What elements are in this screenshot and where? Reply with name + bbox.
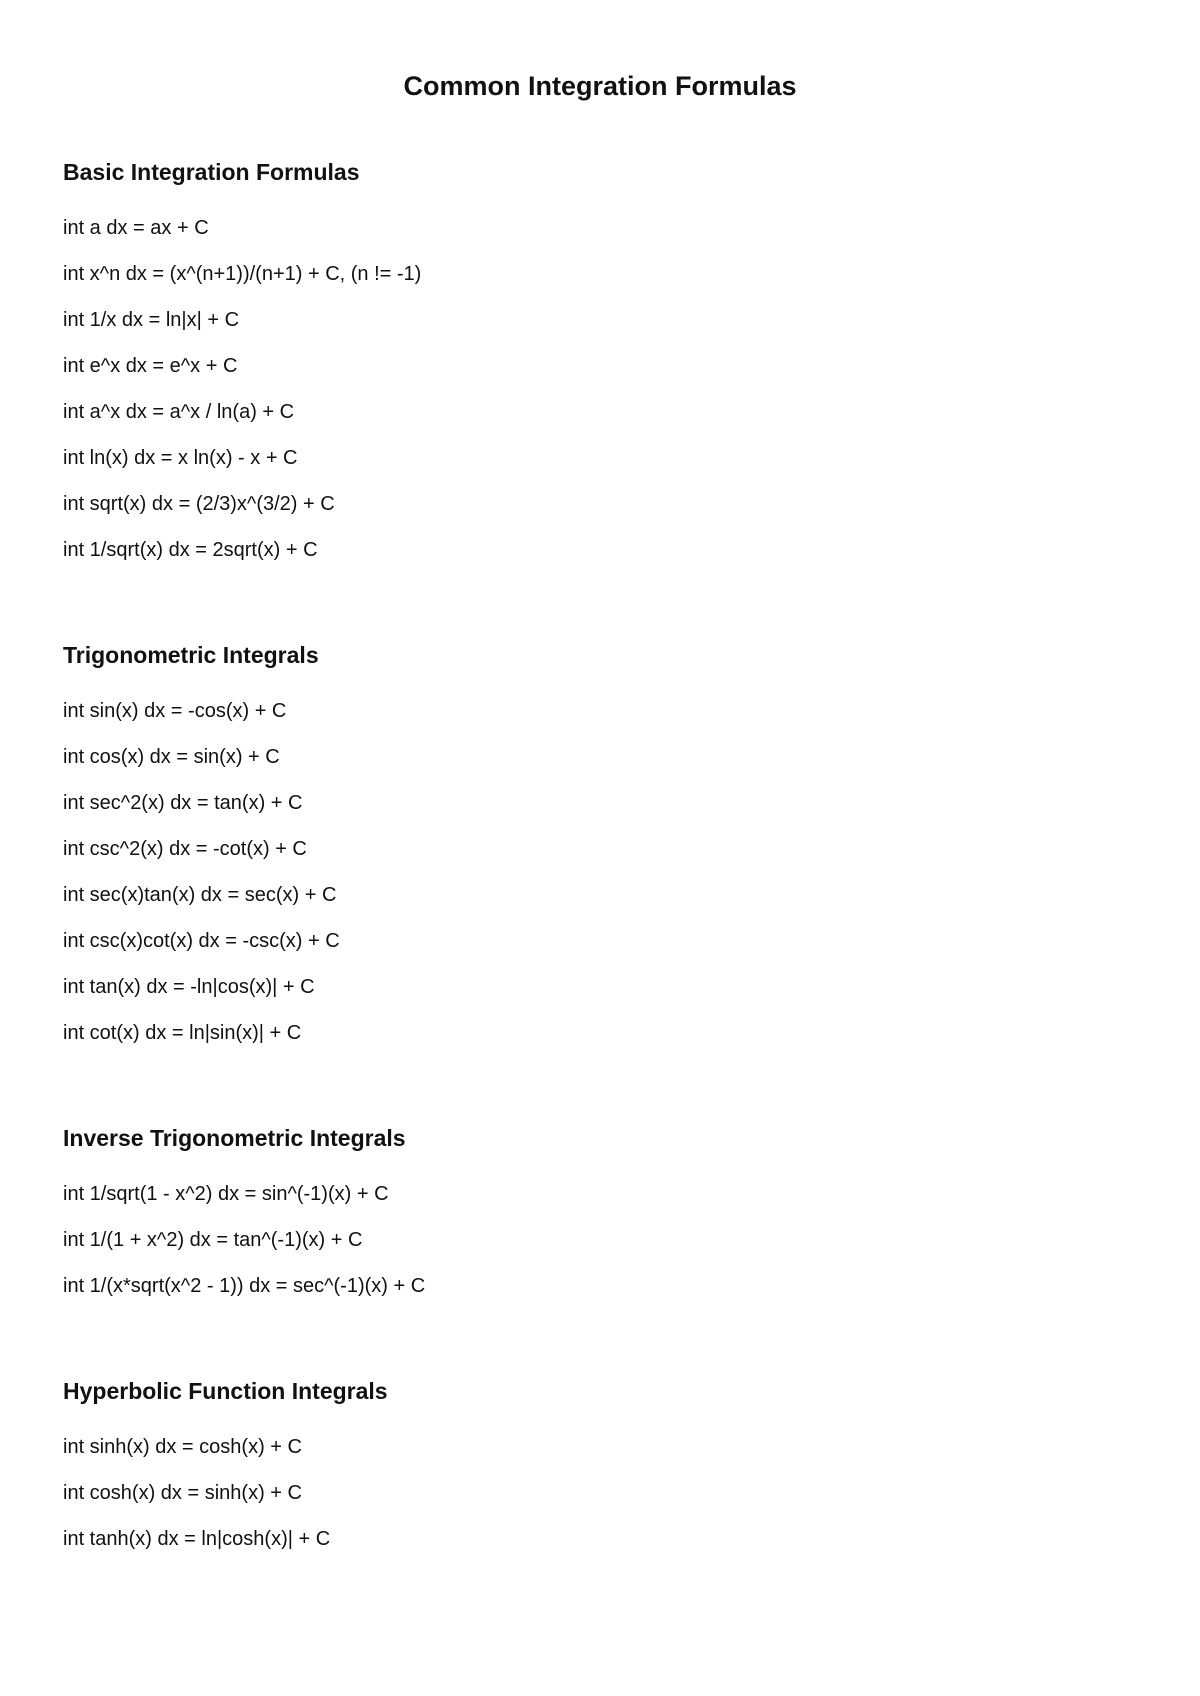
section-hyperbolic-function-integrals [63, 1377, 1143, 1573]
formula-line: int sec(x)tan(x) dx = sec(x) + C [63, 884, 337, 906]
section-inverse-trigonometric-integrals [63, 1124, 1143, 1320]
formula-line: int tanh(x) dx = ln|cosh(x)| + C [63, 1528, 331, 1550]
formula-line: int 1/(1 + x^2) dx = tan^(-1)(x) + C [63, 1229, 363, 1251]
formula-line: int sin(x) dx = -cos(x) + C [63, 700, 287, 722]
section-heading: Hyperbolic Function Integrals [63, 1378, 388, 1404]
formula-line: int 1/sqrt(x) dx = 2sqrt(x) + C [63, 539, 318, 561]
document-title: Common Integration Formulas [403, 71, 797, 101]
formula-line: int sqrt(x) dx = (2/3)x^(3/2) + C [63, 493, 335, 515]
formula-line: int 1/(x*sqrt(x^2 - 1)) dx = sec^(-1)(x) + C [63, 1275, 426, 1297]
formula-line: int tan(x) dx = -ln|cos(x)| + C [63, 976, 315, 998]
formula-line: int sinh(x) dx = cosh(x) + C [63, 1436, 302, 1458]
formula-line: int e^x dx = e^x + C [63, 355, 238, 377]
formula-line: int 1/x dx = ln|x| + C [63, 309, 240, 331]
formula-line: int 1/sqrt(1 - x^2) dx = sin^(-1)(x) + C [63, 1183, 389, 1205]
formula-line: int x^n dx = (x^(n+1))/(n+1) + C, (n != -1) [63, 263, 422, 285]
section-heading: Trigonometric Integrals [63, 642, 319, 668]
formula-line: int a dx = ax + C [63, 217, 209, 239]
formula-line: int cot(x) dx = ln|sin(x)| + C [63, 1022, 302, 1044]
section-heading: Inverse Trigonometric Integrals [63, 1125, 406, 1151]
formula-line: int sec^2(x) dx = tan(x) + C [63, 792, 303, 814]
formula-list [63, 216, 1143, 562]
formula-list [63, 1435, 1143, 1551]
formula-line: int csc^2(x) dx = -cot(x) + C [63, 838, 307, 860]
formula-line: int cos(x) dx = sin(x) + C [63, 746, 280, 768]
formula-line: int cosh(x) dx = sinh(x) + C [63, 1482, 302, 1504]
formula-line: int ln(x) dx = x ln(x) - x + C [63, 447, 298, 469]
formula-list [63, 1182, 1143, 1298]
formula-line: int csc(x)cot(x) dx = -csc(x) + C [63, 930, 340, 952]
formula-list [63, 699, 1143, 1045]
section-trigonometric-integrals [63, 641, 1143, 1067]
formula-line: int a^x dx = a^x / ln(a) + C [63, 401, 295, 423]
section-basic-integration [63, 158, 1143, 584]
section-heading: Basic Integration Formulas [63, 159, 360, 185]
